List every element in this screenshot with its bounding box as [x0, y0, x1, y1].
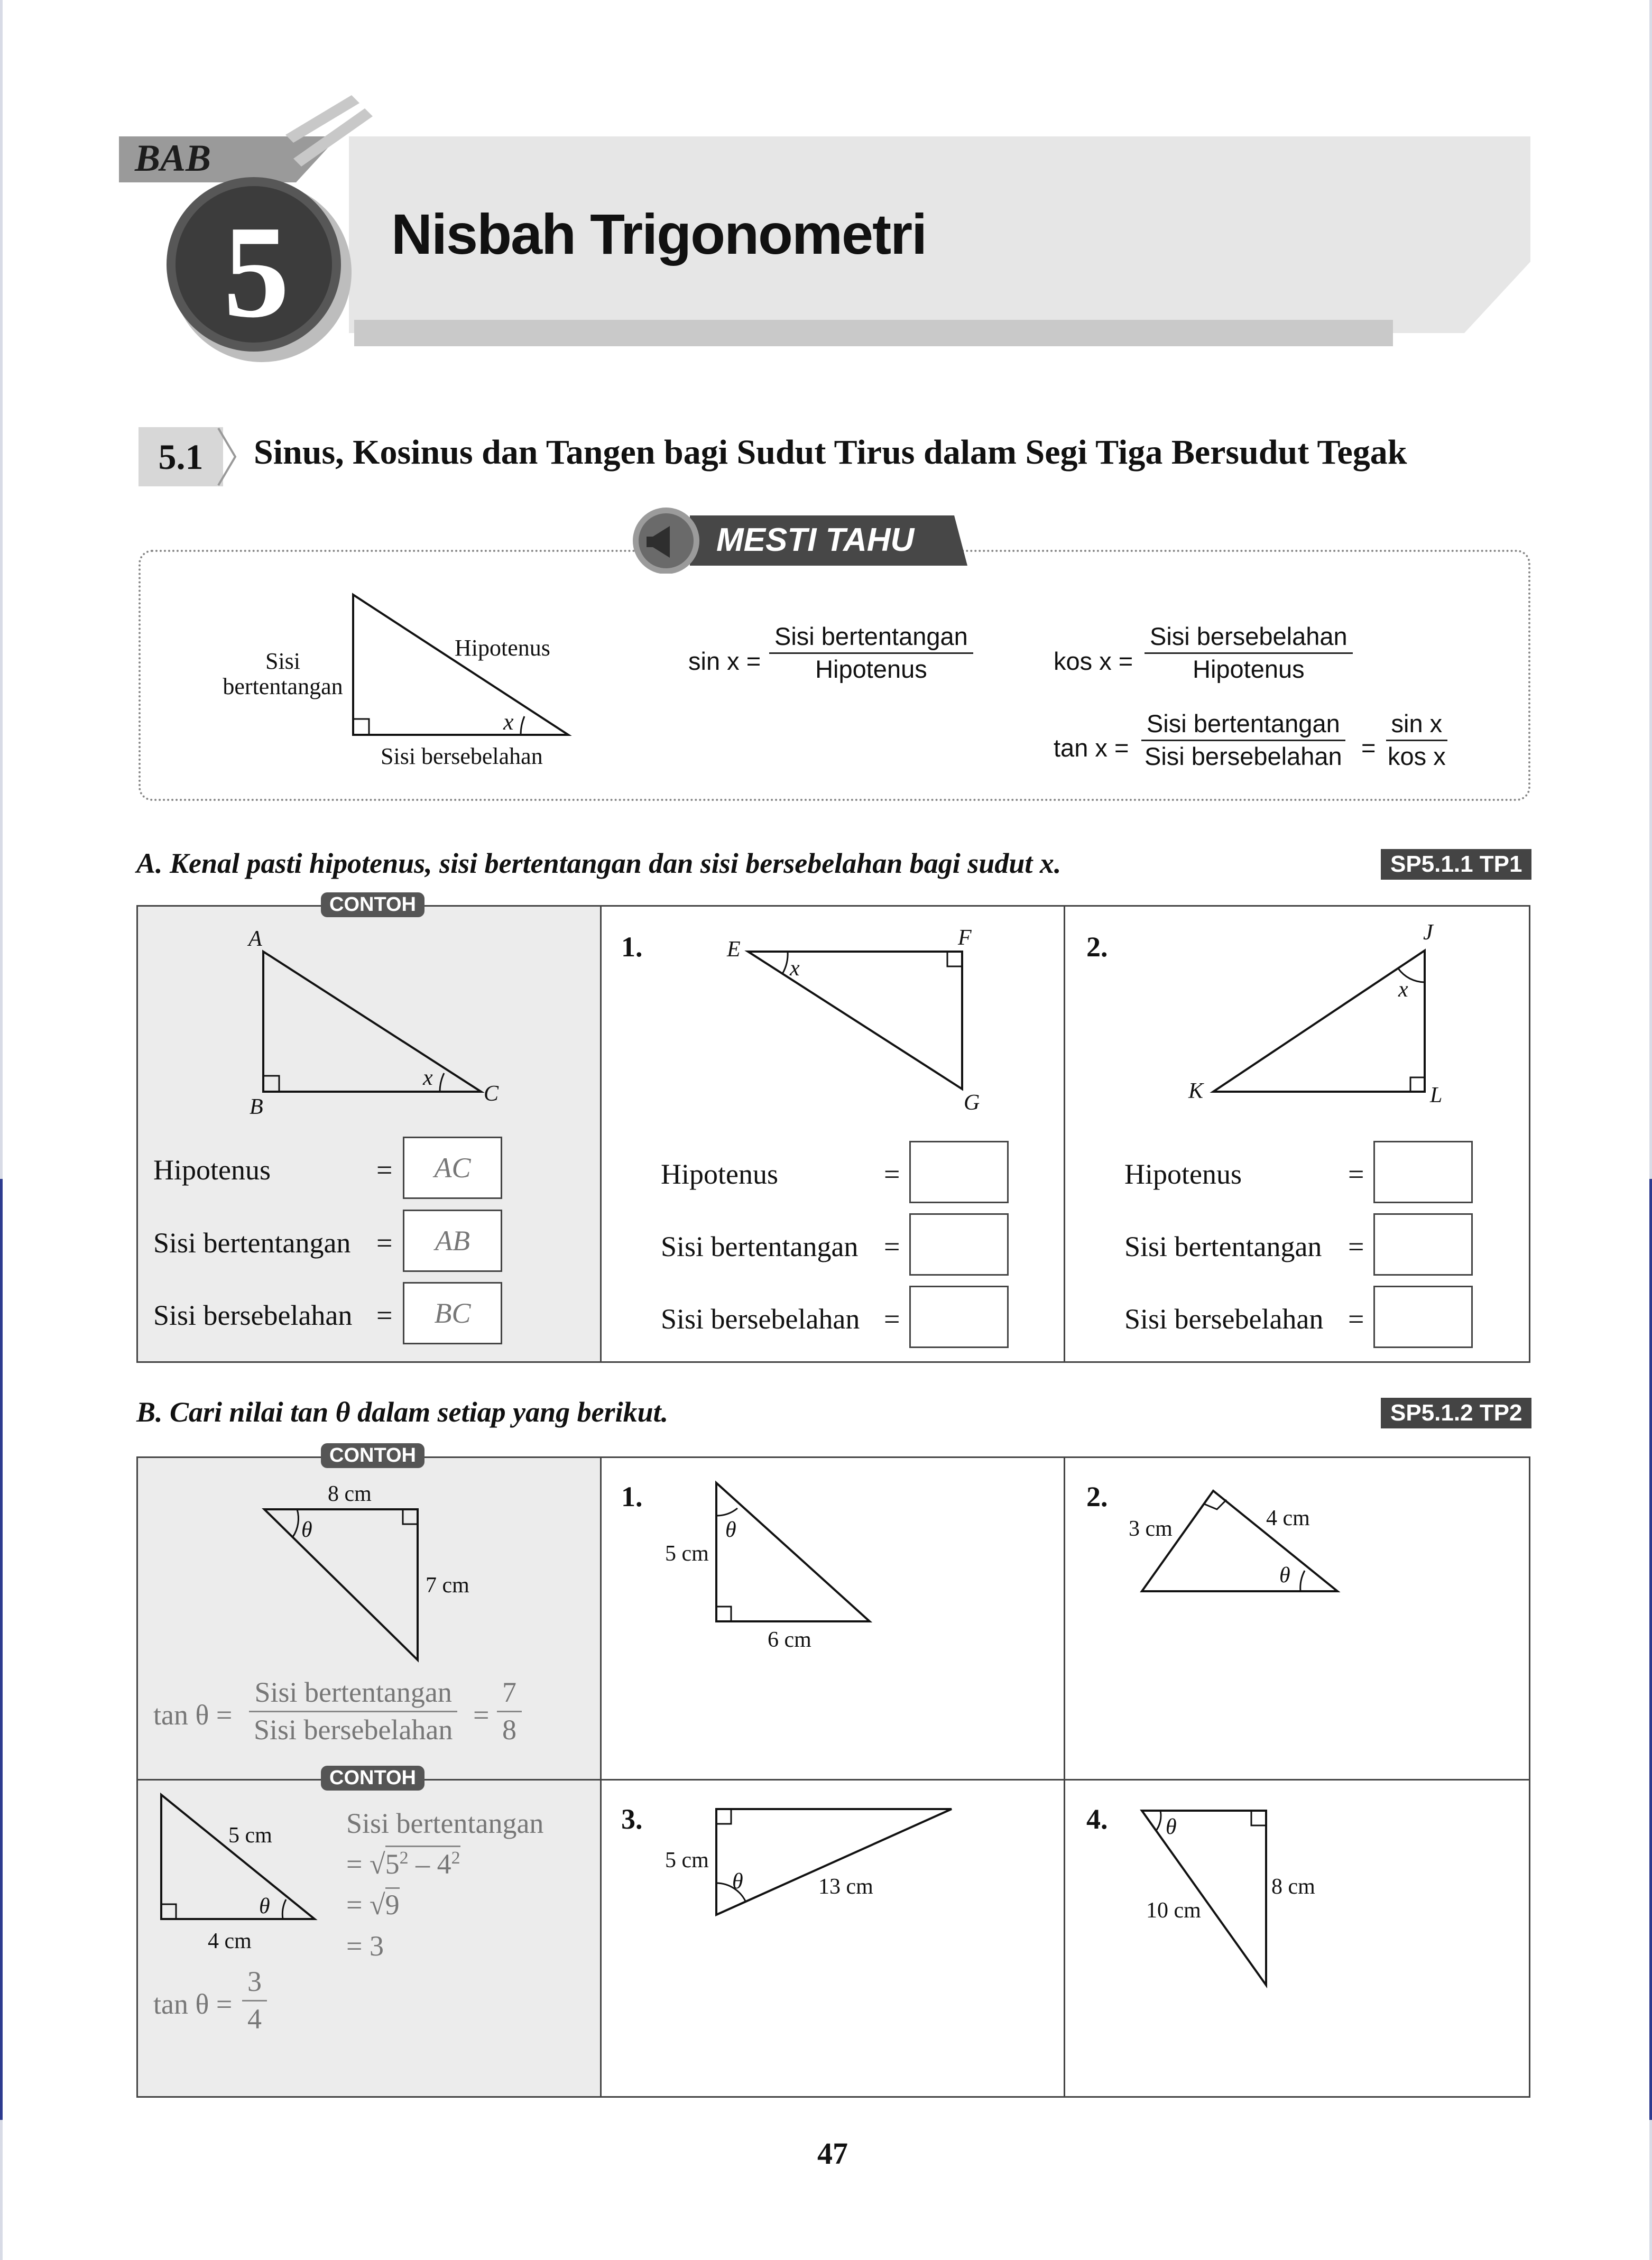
tan-ratio-numerator: sin x: [1386, 708, 1448, 741]
mesti-tahu-label: MESTI TAHU: [716, 522, 915, 558]
example1-numerator: Sisi bertentangan: [249, 1675, 457, 1712]
q4-hyp-length: 10 cm: [1146, 1898, 1201, 1923]
q2-right-length: 4 cm: [1266, 1506, 1310, 1530]
mt-angle-label: x: [503, 709, 514, 735]
tan-fraction: [1139, 708, 1348, 772]
q1-opp-answer-box[interactable]: [909, 1213, 1009, 1276]
tan-lhs: tan x =: [1054, 734, 1129, 762]
section-chevron-icon: [214, 427, 241, 486]
example2-result-numerator: 3: [242, 1964, 267, 2001]
chapter-label: BAB: [135, 137, 211, 179]
example2-result-denominator: 4: [247, 2003, 262, 2035]
step2-a-exp: 2: [399, 1848, 409, 1868]
example1-result: [497, 1675, 522, 1748]
q2-left-length: 3 cm: [1129, 1517, 1173, 1541]
vertex-b: B: [250, 1095, 263, 1119]
ex-opp-answer: AB: [403, 1210, 502, 1272]
example2-step3-eq: =: [346, 1889, 370, 1921]
vertex-c: C: [484, 1082, 499, 1106]
q3-angle: θ: [732, 1869, 743, 1894]
example2-angle: θ: [259, 1894, 270, 1918]
step2-b-exp: 2: [451, 1848, 460, 1868]
triangle-jkl: [1205, 941, 1438, 1100]
part-a-q1-number: 1.: [621, 931, 643, 963]
example2-step1: Sisi bertentangan: [346, 1807, 544, 1839]
q1-angle-x: x: [790, 956, 800, 981]
q1-opp-label: Sisi bertentangan: [661, 1231, 859, 1262]
example1-side-length: 7 cm: [426, 1573, 469, 1598]
part-b-badge: SP5.1.2 TP2: [1381, 1398, 1531, 1428]
step2-a: 5: [385, 1848, 400, 1880]
q3-side-length: 5 cm: [665, 1848, 709, 1872]
chapter-title: Nisbah Trigonometri: [391, 202, 927, 266]
ex-adj-label: Sisi bersebelahan: [153, 1299, 353, 1331]
example1-equals: =: [473, 1699, 490, 1731]
part-b-q4-number: 4.: [1086, 1803, 1108, 1835]
q1-hyp-label: Hipotenus: [661, 1158, 778, 1190]
mt-opposite-label-1: Sisi: [265, 648, 301, 674]
example1-angle: θ: [301, 1518, 312, 1542]
page-number: 47: [817, 2136, 848, 2171]
q2-hyp-label: Hipotenus: [1124, 1158, 1242, 1190]
q2-adj-answer-box[interactable]: [1373, 1286, 1473, 1348]
sin-denominator: Hipotenus: [815, 654, 927, 683]
triangle-abc: [254, 946, 497, 1105]
section-number: 5.1: [139, 427, 223, 486]
q2-opp-eq: =: [1348, 1231, 1364, 1262]
kos-fraction: [1145, 621, 1353, 685]
mt-adjacent-label: Sisi bersebelahan: [381, 743, 543, 769]
ex-hyp-label: Hipotenus: [153, 1154, 271, 1186]
mesti-tahu-triangle: [338, 589, 582, 748]
vertex-k: K: [1188, 1079, 1204, 1103]
chapter-number: 5: [223, 199, 290, 345]
step2-minus: –: [408, 1848, 437, 1880]
q2-hyp-answer-box[interactable]: [1373, 1141, 1473, 1203]
example2-base-length: 4 cm: [208, 1929, 252, 1953]
vertex-f: F: [958, 926, 972, 950]
q3-triangle: [711, 1804, 959, 1920]
kos-numerator: Sisi bersebelahan: [1145, 621, 1353, 654]
tan-denominator: Sisi bersebelahan: [1145, 742, 1342, 770]
part-b-contoh-tag-2: CONTOH: [321, 1766, 424, 1791]
q1-opp-eq: =: [884, 1231, 900, 1262]
q2-angle: θ: [1279, 1563, 1290, 1588]
q3-hyp-length: 13 cm: [818, 1875, 873, 1899]
example1-result-denominator: 8: [502, 1713, 516, 1746]
q1-adj-answer-box[interactable]: [909, 1286, 1009, 1348]
example2-step4: = 3: [346, 1930, 384, 1962]
example1-tan-lhs: tan θ =: [153, 1699, 233, 1731]
example1-fraction: [248, 1675, 458, 1748]
part-b-q1-number: 1.: [621, 1481, 643, 1512]
tan-ratio-fraction: [1382, 708, 1451, 772]
ex-opp-eq: =: [376, 1227, 393, 1259]
q1-base-length: 6 cm: [768, 1628, 811, 1652]
part-b-q3-number: 3.: [621, 1803, 643, 1835]
kos-lhs: kos x =: [1054, 647, 1133, 675]
vertex-g: G: [964, 1091, 980, 1115]
section-title: Sinus, Kosinus dan Tangen bagi Sudut Tirus dalam Segi Tiga Bersudut Tegak: [254, 433, 1407, 472]
example1-triangle: [259, 1504, 428, 1663]
step2-b: 4: [437, 1848, 451, 1880]
q2-adj-label: Sisi bersebelahan: [1124, 1303, 1324, 1335]
part-b-q4-panel: [1064, 1779, 1530, 2098]
tan-numerator: Sisi bertentangan: [1141, 708, 1345, 741]
example2-result: [242, 1964, 267, 2037]
q1-adj-eq: =: [884, 1303, 900, 1335]
q1-angle: θ: [725, 1518, 736, 1542]
example2-radicand: [385, 1846, 460, 1880]
q2-opp-answer-box[interactable]: [1373, 1213, 1473, 1276]
ex-opp-label: Sisi bertentangan: [153, 1227, 351, 1259]
part-a-heading: A. Kenal pasti hipotenus, sisi bertentangan dan sisi bersebelahan bagi sudut x.: [136, 847, 1062, 879]
part-a-contoh-tag: CONTOH: [321, 892, 424, 917]
ex-adj-eq: =: [376, 1299, 393, 1331]
tan-equals: =: [1361, 734, 1376, 762]
example2-step2-eq: =: [346, 1848, 370, 1880]
sqrt-icon-2: √: [369, 1889, 385, 1921]
example-angle-x: x: [423, 1066, 433, 1090]
part-b-heading: B. Cari nilai tan θ dalam setiap yang berikut.: [136, 1396, 669, 1428]
q1-hyp-eq: =: [884, 1158, 900, 1190]
page-edge-left-accent: [0, 1179, 3, 2120]
kos-denominator: Hipotenus: [1193, 654, 1305, 683]
q1-adj-label: Sisi bersebelahan: [661, 1303, 860, 1335]
vertex-l: L: [1430, 1083, 1443, 1108]
q1-side-length: 5 cm: [665, 1542, 709, 1566]
q2-adj-eq: =: [1348, 1303, 1364, 1335]
page-edge-right-accent: [1649, 1179, 1652, 2120]
example1-result-numerator: 7: [497, 1675, 522, 1712]
step3-radicand: 9: [385, 1887, 400, 1921]
ex-hyp-answer: AC: [403, 1137, 502, 1199]
mt-opposite-label-2: bertentangan: [223, 674, 343, 699]
vertex-e: E: [727, 937, 741, 962]
triangle-efg: [740, 941, 973, 1100]
example2-hyp-length: 5 cm: [228, 1823, 272, 1848]
example1-denominator: Sisi bersebelahan: [254, 1713, 453, 1746]
part-b-q2-number: 2.: [1086, 1481, 1108, 1512]
vertex-a: A: [248, 927, 262, 951]
vertex-j: J: [1423, 920, 1433, 945]
q4-angle: θ: [1166, 1815, 1177, 1839]
ex-hyp-eq: =: [376, 1154, 393, 1186]
q1-triangle: [711, 1478, 880, 1626]
q2-opp-label: Sisi bertentangan: [1124, 1231, 1322, 1262]
q4-side-length: 8 cm: [1271, 1875, 1315, 1899]
q1-hyp-answer-box[interactable]: [909, 1141, 1009, 1203]
q2-angle-x: x: [1398, 977, 1408, 1002]
example2-triangle: [156, 1789, 325, 1922]
example2-tan-lhs: tan θ =: [153, 1988, 233, 2020]
sqrt-icon: √: [369, 1848, 385, 1880]
sin-lhs: sin x =: [688, 647, 761, 675]
example1-top-length: 8 cm: [328, 1482, 372, 1506]
part-a-q2-number: 2.: [1086, 931, 1108, 963]
sin-fraction: [769, 621, 973, 685]
sin-numerator: Sisi bertentangan: [769, 621, 973, 654]
part-a-badge: SP5.1.1 TP1: [1381, 849, 1531, 880]
q2-hyp-eq: =: [1348, 1158, 1364, 1190]
part-b-contoh-tag-1: CONTOH: [321, 1443, 424, 1468]
example2-step3: [346, 1888, 400, 1921]
mt-hypotenuse-label: Hipotenus: [455, 635, 550, 661]
example2-step2: [346, 1848, 460, 1880]
tan-ratio-denominator: kos x: [1388, 742, 1446, 770]
ex-adj-answer: BC: [403, 1282, 502, 1344]
